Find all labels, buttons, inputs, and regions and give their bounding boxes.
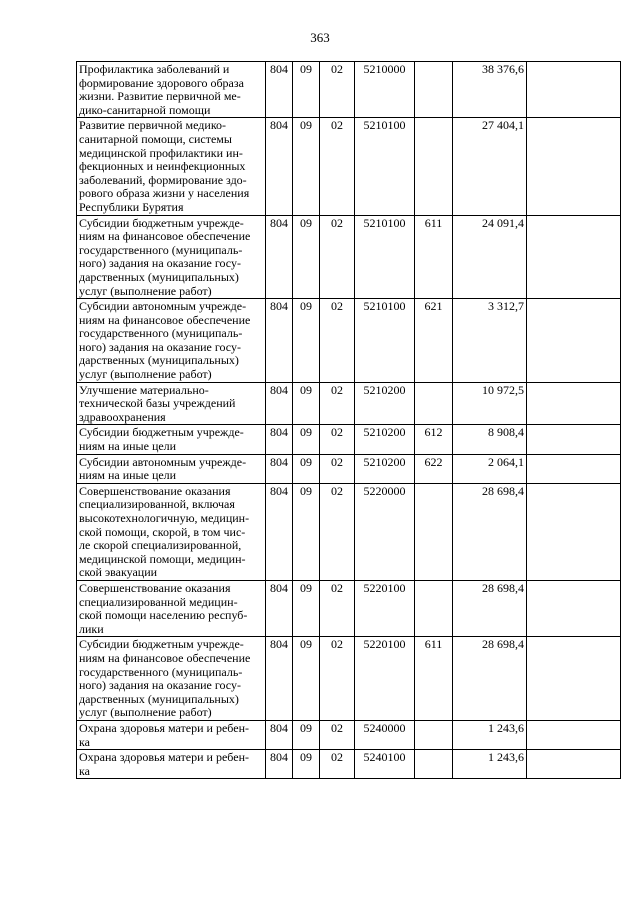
section-code: 09 xyxy=(293,62,320,118)
ministry-code: 804 xyxy=(266,454,293,483)
expense-type-code xyxy=(415,720,453,749)
empty-cell xyxy=(527,215,621,299)
subsection-code: 02 xyxy=(320,454,355,483)
empty-cell xyxy=(527,720,621,749)
ministry-code: 804 xyxy=(266,425,293,454)
table-row xyxy=(77,118,621,215)
row-name: Развитие первичной медико- санитарной помощи, системы медицинской профилактики ин- фекционных и неинфекционных заболеваний, формирование здо- рового образа жизни у населения Республики Бурятия xyxy=(77,118,266,215)
section-code: 09 xyxy=(293,454,320,483)
amount: 38 376,6 xyxy=(453,62,527,118)
row-name: Субсидии автономным учрежде- ниям на финансовое обеспечение государственного (муниципаль- ного) задания на оказание госу- дарственных (муниципальных) услуг (выполнение работ) xyxy=(77,299,266,383)
ministry-code: 804 xyxy=(266,118,293,215)
section-code: 09 xyxy=(293,750,320,779)
empty-cell xyxy=(527,382,621,425)
subsection-code: 02 xyxy=(320,62,355,118)
subsection-code: 02 xyxy=(320,382,355,425)
expense-type-code: 621 xyxy=(415,299,453,383)
amount: 27 404,1 xyxy=(453,118,527,215)
row-name: Профилактика заболеваний и формирование здорового образа жизни. Развитие первичной ме- дико-санитарной помощи xyxy=(77,62,266,118)
row-name: Субсидии бюджетным учрежде- ниям на иные цели xyxy=(77,425,266,454)
target-article-code: 5240100 xyxy=(355,750,415,779)
table-row xyxy=(77,637,621,721)
section-code: 09 xyxy=(293,483,320,580)
section-code: 09 xyxy=(293,637,320,721)
expense-type-code: 611 xyxy=(415,637,453,721)
amount: 28 698,4 xyxy=(453,483,527,580)
amount: 3 312,7 xyxy=(453,299,527,383)
empty-cell xyxy=(527,637,621,721)
target-article-code: 5210100 xyxy=(355,215,415,299)
table-row xyxy=(77,750,621,779)
target-article-code: 5220100 xyxy=(355,580,415,636)
ministry-code: 804 xyxy=(266,580,293,636)
table-row xyxy=(77,720,621,749)
target-article-code: 5220100 xyxy=(355,637,415,721)
subsection-code: 02 xyxy=(320,750,355,779)
empty-cell xyxy=(527,299,621,383)
expense-type-code: 611 xyxy=(415,215,453,299)
target-article-code: 5210000 xyxy=(355,62,415,118)
empty-cell xyxy=(527,118,621,215)
expense-type-code: 612 xyxy=(415,425,453,454)
empty-cell xyxy=(527,483,621,580)
table-row xyxy=(77,382,621,425)
table-row xyxy=(77,62,621,118)
section-code: 09 xyxy=(293,299,320,383)
ministry-code: 804 xyxy=(266,637,293,721)
expense-type-code: 622 xyxy=(415,454,453,483)
empty-cell xyxy=(527,580,621,636)
target-article-code: 5210100 xyxy=(355,299,415,383)
row-name: Улучшение материально- технической базы учреждений здравоохранения xyxy=(77,382,266,425)
row-name: Охрана здоровья матери и ребен- ка xyxy=(77,720,266,749)
expense-type-code xyxy=(415,483,453,580)
section-code: 09 xyxy=(293,425,320,454)
subsection-code: 02 xyxy=(320,637,355,721)
row-name: Совершенствование оказания специализированной медицин- ской помощи населению респуб- лики xyxy=(77,580,266,636)
subsection-code: 02 xyxy=(320,580,355,636)
amount: 28 698,4 xyxy=(453,580,527,636)
target-article-code: 5210200 xyxy=(355,425,415,454)
expense-type-code xyxy=(415,118,453,215)
subsection-code: 02 xyxy=(320,425,355,454)
expense-type-code xyxy=(415,750,453,779)
empty-cell xyxy=(527,425,621,454)
subsection-code: 02 xyxy=(320,720,355,749)
ministry-code: 804 xyxy=(266,382,293,425)
target-article-code: 5210200 xyxy=(355,382,415,425)
amount: 1 243,6 xyxy=(453,720,527,749)
expense-type-code xyxy=(415,382,453,425)
section-code: 09 xyxy=(293,580,320,636)
section-code: 09 xyxy=(293,720,320,749)
amount: 24 091,4 xyxy=(453,215,527,299)
row-name: Субсидии бюджетным учрежде- ниям на финансовое обеспечение государственного (муниципаль- ного) задания на оказание госу- дарственных (муниципальных) услуг (выполнение работ) xyxy=(77,637,266,721)
section-code: 09 xyxy=(293,118,320,215)
ministry-code: 804 xyxy=(266,750,293,779)
empty-cell xyxy=(527,750,621,779)
budget-table xyxy=(76,61,621,779)
ministry-code: 804 xyxy=(266,720,293,749)
expense-type-code xyxy=(415,62,453,118)
ministry-code: 804 xyxy=(266,215,293,299)
section-code: 09 xyxy=(293,215,320,299)
amount: 10 972,5 xyxy=(453,382,527,425)
row-name: Совершенствование оказания специализированной, включая высокотехнологичную, медицин- ской помощи, скорой, в том чис- ле скорой специализированной, медицинской помощи, медицин- ской эвакуации xyxy=(77,483,266,580)
subsection-code: 02 xyxy=(320,118,355,215)
section-code: 09 xyxy=(293,382,320,425)
row-name: Субсидии бюджетным учрежде- ниям на финансовое обеспечение государственного (муниципаль- ного) задания на оказание госу- дарственных (муниципальных) услуг (выполнение работ) xyxy=(77,215,266,299)
row-name: Субсидии автономным учрежде- ниям на иные цели xyxy=(77,454,266,483)
empty-cell xyxy=(527,454,621,483)
expense-type-code xyxy=(415,580,453,636)
table-row xyxy=(77,215,621,299)
ministry-code: 804 xyxy=(266,483,293,580)
table-row xyxy=(77,425,621,454)
ministry-code: 804 xyxy=(266,62,293,118)
subsection-code: 02 xyxy=(320,299,355,383)
amount: 28 698,4 xyxy=(453,637,527,721)
target-article-code: 5210200 xyxy=(355,454,415,483)
target-article-code: 5220000 xyxy=(355,483,415,580)
table-row xyxy=(77,454,621,483)
table-row xyxy=(77,580,621,636)
table-row xyxy=(77,483,621,580)
amount: 8 908,4 xyxy=(453,425,527,454)
empty-cell xyxy=(527,62,621,118)
row-name: Охрана здоровья матери и ребен- ка xyxy=(77,750,266,779)
target-article-code: 5210100 xyxy=(355,118,415,215)
amount: 1 243,6 xyxy=(453,750,527,779)
ministry-code: 804 xyxy=(266,299,293,383)
subsection-code: 02 xyxy=(320,483,355,580)
amount: 2 064,1 xyxy=(453,454,527,483)
table-row xyxy=(77,299,621,383)
target-article-code: 5240000 xyxy=(355,720,415,749)
subsection-code: 02 xyxy=(320,215,355,299)
page-number: 363 xyxy=(310,30,330,45)
